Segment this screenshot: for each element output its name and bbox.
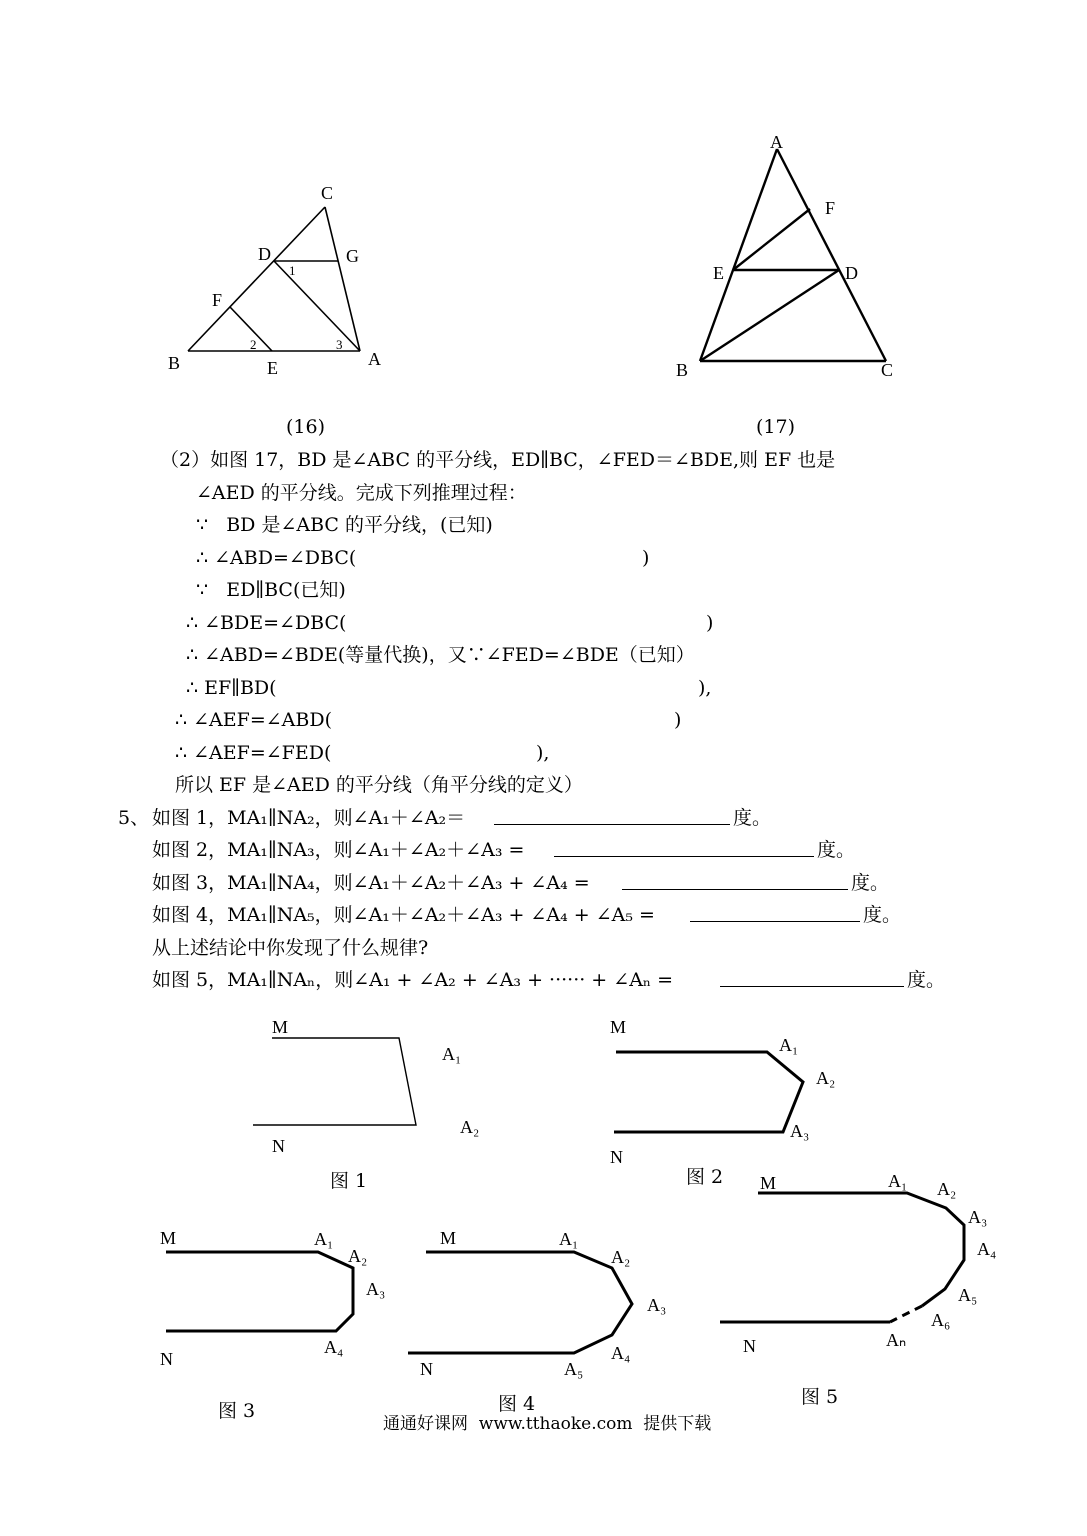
q5-line-1-unit: 度。 bbox=[733, 807, 772, 829]
fig5-label-An: Aₙ bbox=[886, 1330, 907, 1350]
proof-conclusion: 所以 EF 是∠AED 的平分线（角平分线的定义） bbox=[175, 774, 583, 796]
fig5-label-N: N bbox=[743, 1336, 756, 1356]
q5-line-3-unit: 度。 bbox=[851, 872, 890, 894]
fig4-label-A1: A₁ bbox=[559, 1229, 579, 1249]
fig3-label-N: N bbox=[160, 1349, 173, 1369]
segment-AB bbox=[700, 149, 777, 361]
fig4-caption: 图 4 bbox=[498, 1393, 536, 1415]
fig17-label-E: E bbox=[713, 263, 724, 283]
fig17-label-C: C bbox=[881, 360, 894, 380]
fig17-caption: (17) bbox=[756, 416, 796, 438]
fig16-label-G: G bbox=[346, 246, 359, 266]
fig5-label-A5: A₅ bbox=[958, 1285, 978, 1305]
fig16-label-D: D bbox=[258, 244, 271, 264]
fig16-label-A: A bbox=[368, 349, 381, 369]
fig3-caption: 图 3 bbox=[218, 1400, 256, 1422]
proof-step-6-close: ), bbox=[698, 677, 712, 699]
fig4-label-A2: A₂ bbox=[611, 1247, 631, 1267]
path-fig2 bbox=[614, 1052, 803, 1132]
path-fig3 bbox=[166, 1252, 353, 1331]
fig2-label-N: N bbox=[610, 1147, 623, 1167]
fig16-label-E: E bbox=[267, 358, 278, 378]
q4-part2-line2: ∠AED 的平分线。完成下列推理过程： bbox=[196, 482, 527, 504]
fig5-label-A6: A₆ bbox=[931, 1310, 951, 1330]
fig17-label-F: F bbox=[825, 198, 836, 218]
fig2-label-A2: A₂ bbox=[816, 1068, 836, 1088]
fig17-label-D: D bbox=[845, 263, 858, 283]
q5-line-4: 如图 4，MA₁∥NA₅，则∠A₁＋∠A₂＋∠A₃ + ∠A₄ + ∠A₅ = bbox=[152, 904, 655, 926]
fig1-label-A2: A₂ bbox=[460, 1117, 480, 1137]
fig2-label-M: M bbox=[610, 1017, 627, 1037]
fig17-label-B: B bbox=[676, 360, 689, 380]
proof-step-8-close: ), bbox=[536, 742, 550, 764]
q5-blank-4[interactable] bbox=[690, 903, 860, 922]
fig5-label-M: M bbox=[760, 1173, 777, 1193]
segment-AC bbox=[777, 149, 886, 361]
figure-2 bbox=[614, 1052, 803, 1132]
path-fig1 bbox=[253, 1038, 416, 1125]
fig1-caption: 图 1 bbox=[330, 1170, 368, 1192]
proof-step-2: ∴ ∠ABD=∠DBC( bbox=[196, 547, 357, 569]
fig5-label-A3: A₃ bbox=[968, 1207, 988, 1227]
segment-CA bbox=[325, 207, 360, 351]
fig5-label-A1: A₁ bbox=[888, 1171, 908, 1191]
fig4-label-A4: A₄ bbox=[611, 1343, 631, 1363]
q5-general: 如图 5，MA₁∥NAₙ，则∠A₁ + ∠A₂ + ∠A₃ + ······ + ∠Aₙ = bbox=[152, 969, 674, 991]
q5-blank-general[interactable] bbox=[720, 968, 904, 987]
q5-question: 从上述结论中你发现了什么规律? bbox=[152, 937, 429, 959]
proof-step-1: ∵ BD 是∠ABC 的平分线，(已知) bbox=[196, 514, 493, 536]
proof-step-7: ∴ ∠AEF=∠ABD( bbox=[175, 709, 332, 731]
figure-16 bbox=[188, 207, 360, 351]
proof-step-4-close: ) bbox=[706, 612, 714, 634]
figure-3 bbox=[166, 1252, 353, 1331]
fig17-label-A: A bbox=[770, 132, 783, 152]
proof-step-2-close: ) bbox=[642, 547, 650, 569]
figure-17 bbox=[700, 149, 886, 361]
fig2-label-A1: A₁ bbox=[779, 1035, 799, 1055]
path-fig4 bbox=[408, 1252, 632, 1353]
fig1-label-M: M bbox=[272, 1017, 289, 1037]
fig3-label-A1: A₁ bbox=[314, 1229, 334, 1249]
fig16-label-C: C bbox=[321, 183, 334, 203]
fig16-angle-2: 2 bbox=[250, 337, 257, 352]
fig1-label-N: N bbox=[272, 1136, 285, 1156]
q5-blank-1[interactable] bbox=[494, 806, 730, 825]
proof-step-3: ∵ ED∥BC(已知) bbox=[196, 579, 346, 601]
fig16-label-B: B bbox=[168, 353, 181, 373]
fig16-label-F: F bbox=[212, 290, 223, 310]
fig4-label-A3: A₃ bbox=[647, 1295, 667, 1315]
proof-step-5: ∴ ∠ABD=∠BDE(等量代换)，又∵∠FED=∠BDE（已知） bbox=[186, 644, 695, 666]
fig5-label-A2: A₂ bbox=[937, 1179, 957, 1199]
fig2-label-A3: A₃ bbox=[790, 1121, 810, 1141]
q5-line-1: 如图 1，MA₁∥NA₂，则∠A₁＋∠A₂＝ bbox=[152, 807, 466, 829]
fig16-angle-1: 1 bbox=[289, 263, 296, 278]
q5-number: 5、 bbox=[118, 807, 150, 829]
proof-step-8: ∴ ∠AEF=∠FED( bbox=[175, 742, 332, 764]
fig3-label-A2: A₂ bbox=[348, 1246, 368, 1266]
figure-4 bbox=[408, 1252, 632, 1353]
q5-line-3: 如图 3，MA₁∥NA₄，则∠A₁＋∠A₂＋∠A₃ + ∠A₄ = bbox=[152, 872, 590, 894]
q5-blank-3[interactable] bbox=[622, 871, 848, 890]
proof-step-6: ∴ EF∥BD( bbox=[186, 677, 277, 699]
q5-blank-2[interactable] bbox=[554, 838, 814, 857]
fig1-label-A1: A₁ bbox=[442, 1044, 462, 1064]
fig2-caption: 图 2 bbox=[686, 1166, 724, 1188]
fig3-label-M: M bbox=[160, 1228, 177, 1248]
q5-line-2-unit: 度。 bbox=[817, 839, 856, 861]
segment-DA bbox=[274, 261, 360, 351]
fig4-label-M: M bbox=[440, 1228, 457, 1248]
fig3-label-A3: A₃ bbox=[366, 1279, 386, 1299]
q5-line-4-unit: 度。 bbox=[863, 904, 902, 926]
proof-step-7-close: ) bbox=[674, 709, 682, 731]
q5-general-unit: 度。 bbox=[907, 969, 946, 991]
path-fig5-dashed bbox=[890, 1306, 922, 1322]
fig5-caption: 图 5 bbox=[801, 1386, 839, 1408]
fig5-label-A4: A₄ bbox=[977, 1239, 997, 1259]
q4-part2-line1: （2）如图 17，BD 是∠ABC 的平分线，ED∥BC，∠FED＝∠BDE,则 EF 也是 bbox=[160, 449, 836, 471]
figure-1 bbox=[253, 1038, 416, 1125]
path-fig5-upper bbox=[758, 1193, 964, 1306]
segment-BC bbox=[188, 207, 325, 351]
q5-line-2: 如图 2，MA₁∥NA₃，则∠A₁＋∠A₂＋∠A₃ = bbox=[152, 839, 525, 861]
figure-5 bbox=[720, 1193, 964, 1322]
footer-watermark: 通通好课网 www.tthaoke.com 提供下载 bbox=[383, 1414, 712, 1434]
fig4-label-A5: A₅ bbox=[564, 1359, 584, 1379]
fig4-label-N: N bbox=[420, 1359, 433, 1379]
fig3-label-A4: A₄ bbox=[324, 1337, 344, 1357]
fig16-angle-3: 3 bbox=[336, 337, 343, 352]
fig16-caption: (16) bbox=[286, 416, 326, 438]
proof-step-4: ∴ ∠BDE=∠DBC( bbox=[186, 612, 347, 634]
